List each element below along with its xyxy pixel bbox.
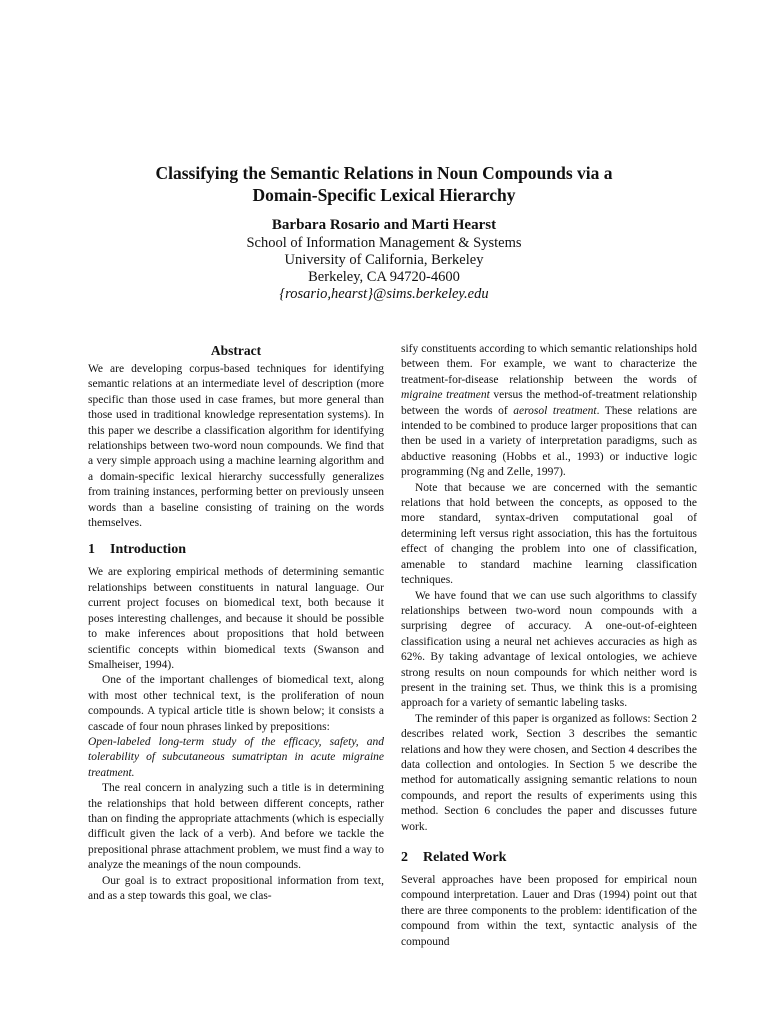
intro-paragraph-4-continued: [401, 342, 697, 481]
left-column: [88, 342, 384, 904]
section-title: Related Work: [423, 850, 507, 865]
text-run: sify constituents according to which semantic relationships hold between them. For example, we want to characterize the treatment-for-disease relationship between the words of: [401, 343, 697, 386]
right-column: [401, 342, 697, 950]
example-term: migraine treatment: [401, 389, 490, 402]
intro-paragraph-1: We are exploring empirical methods of determining semantic relationships between constituents in natural language. Our current project focuses on biomedical text, both because it poses interesting challenges, and because it should be possible to make inferences about propositions that hold between scientific concepts within biomedical texts (Swanson and Smalheiser, 1994).: [88, 566, 384, 671]
example-title-quote: Open-labeled long-term study of the efficacy, safety, and tolerability of subcutaneous sumatriptan in acute migraine treatment.: [88, 735, 384, 779]
abstract-text: We are developing corpus-based techniques for identifying semantic relations at an intermediate level of description (more specific than those used in case frames, but more general than those used in traditional knowledge representation systems). In this paper we describe a classification algorithm for identifying relationships between two-word noun compounds. We find that a very simple approach using a machine learning algorithm and a domain-specific lexical hierarchy successfully generalizes from training instances, performing better on previously unseen words than a baseline consisting of training on the words themselves.: [88, 363, 384, 530]
intro-paragraph-2: One of the important challenges of biomedical text, along with most other technical text, is the proliferation of noun compounds. A typical article title is shown below; it consists a cascade of four noun phrases linked by prepositions:: [88, 674, 384, 733]
paper-title: [60, 162, 708, 206]
author-names: Barbara Rosario and Marti Hearst: [271, 217, 497, 233]
affiliation: [60, 235, 708, 303]
intro-paragraph-5: Note that because we are concerned with the semantic relations that hold between the concepts, as opposed to the more standard, syntax-driven computational goal of determining left versus right association, this has the fortuitous effect of changing the problem into one of classification, amenable to standard machine learning classification techniques.: [401, 481, 697, 587]
intro-paragraph-4: Our goal is to extract propositional information from text, and as a step towards this goal, we clas-: [88, 874, 384, 902]
example-term: aerosol treatment: [513, 404, 597, 417]
section-heading-related-work: [401, 849, 697, 867]
affiliation-line-3: Berkeley, CA 94720-4600: [308, 269, 460, 285]
section-title: Introduction: [110, 542, 186, 558]
section-number: 2: [401, 850, 408, 865]
affiliation-line-2: University of California, Berkeley: [284, 252, 484, 268]
text-run: . These relations are intended to be combined to produce larger propositions that can then be used in a variety of interpretation paradigms, such as abductive reasoning (Hobbs et al., 1993) or inductive logic programming (Ng and Zelle, 1997).: [401, 404, 697, 479]
intro-paragraph-3: The real concern in analyzing such a title is in determining the relationships that hold between different concepts, rather than on finding the appropriate attachments (which is especially difficult given the lack of a verb). And before we tackle the prepositional phrase attachment problem, we must find a way to analyze the meanings of the noun compounds.: [88, 782, 384, 872]
paper-title-line-1: Classifying the Semantic Relations in Noun Compounds via a: [155, 163, 613, 183]
section-number: 1: [88, 542, 95, 558]
affiliation-line-1: School of Information Management & Systems: [246, 235, 522, 251]
paper-title-line-2: Domain-Specific Lexical Hierarchy: [252, 185, 516, 205]
section-heading-introduction: [88, 541, 384, 559]
intro-paragraph-7: The reminder of this paper is organized as follows: Section 2 describes related work, Section 3 describes the semantic relations and how they were chosen, and Section 4 describes the data collection and ontologies. In Section 5 we describe the method for automatically assigning semantic relations to noun compounds, and report the results of experiments using this method. Section 6 concludes the paper and discusses future work.: [401, 712, 697, 833]
abstract-heading: Abstract: [210, 343, 262, 358]
text-run: versus the method-of-treatment relationship between the words of: [401, 389, 697, 417]
related-work-paragraph-1: Several approaches have been proposed for empirical noun compound interpretation. Lauer and Dras (1994) point out that there are three components to the problem: identification of the compound from within the text, syntactic analysis of the compound: [401, 874, 697, 948]
author-email: {rosario,hearst}@sims.berkeley.edu: [279, 286, 489, 302]
intro-paragraph-6: We have found that we can use such algorithms to classify relationships between two-word noun compounds with a surprising degree of accuracy. A one-out-of-eighteen classification using a neural net achieves accuracies as high as 62%. By taking advantage of lexical ontologies, we achieve strong results on noun compounds for which neither word is present in the training set. Thus, we think this is a promising approach for a variety of semantic labeling tasks.: [401, 589, 697, 710]
